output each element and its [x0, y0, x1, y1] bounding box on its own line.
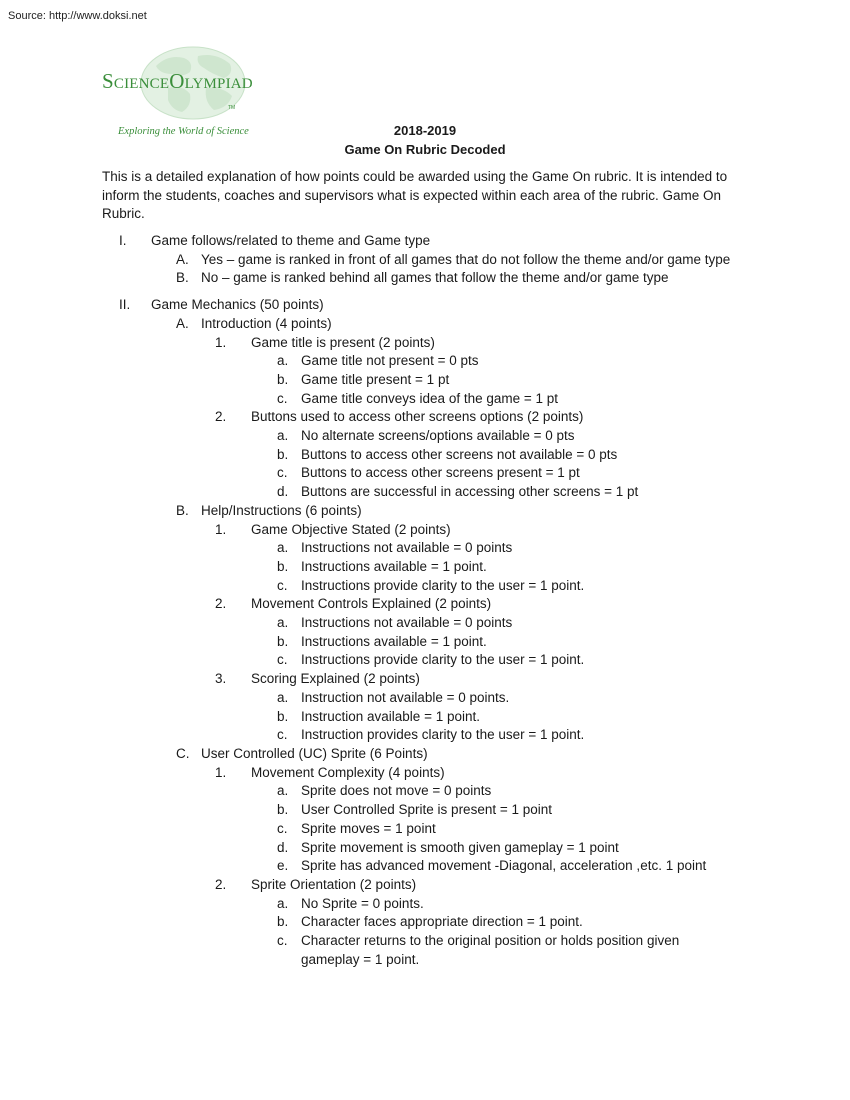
outline-text: Movement Controls Explained (2 points) — [251, 596, 492, 612]
outline-marker: b. — [277, 633, 289, 649]
outline-text: Sprite Orientation (2 points) — [251, 876, 417, 892]
outline-text: Game title present = 1 pt — [301, 371, 450, 387]
outline-criterion — [0, 876, 850, 895]
outline-section — [0, 232, 850, 251]
outline-text: Sprite moves = 1 point — [301, 820, 436, 836]
outline-text: Instructions available = 1 point. — [301, 633, 487, 649]
logo-tagline: Exploring the World of Science — [118, 126, 249, 137]
outline-text: Help/Instructions (6 points) — [201, 502, 362, 518]
outline-marker: c. — [277, 390, 288, 406]
outline-scoring-item — [0, 390, 850, 409]
outline-scoring-item — [0, 633, 850, 652]
outline-text: Game title is present (2 points) — [251, 334, 435, 350]
outline-marker: A. — [176, 315, 189, 331]
outline-text: Instruction provides clarity to the user = 1 point. — [301, 727, 585, 743]
outline-text: Scoring Explained (2 points) — [251, 671, 420, 687]
outline-scoring-item — [0, 483, 850, 502]
outline-marker: e. — [277, 858, 289, 874]
outline-text: No Sprite = 0 points. — [301, 895, 424, 911]
outline-scoring-item — [0, 708, 850, 727]
outline-scoring-item — [0, 932, 850, 969]
outline-text: Sprite movement is smooth given gameplay = 1 point — [301, 839, 619, 855]
outline-scoring-item — [0, 371, 850, 390]
outline-marker: a. — [277, 428, 289, 444]
outline-marker: c. — [277, 577, 288, 593]
outline-scoring-item — [0, 857, 850, 876]
outline-text: Game title conveys idea of the game = 1 pt — [301, 390, 559, 406]
outline-marker: b. — [277, 708, 289, 724]
outline-criterion — [0, 408, 850, 427]
outline-scoring-item — [0, 446, 850, 465]
outline-subsection — [0, 745, 850, 764]
outline-criterion — [0, 521, 850, 540]
outline-scoring-item — [0, 651, 850, 670]
outline-subsection — [0, 269, 850, 288]
outline-marker: 1. — [215, 334, 227, 350]
outline-marker: I. — [119, 233, 127, 248]
outline-criterion — [0, 334, 850, 353]
outline-scoring-item — [0, 427, 850, 446]
outline-text: User Controlled Sprite is present = 1 point — [301, 802, 553, 818]
outline-text: Instruction not available = 0 points. — [301, 689, 510, 705]
outline-text: Game title not present = 0 pts — [301, 353, 479, 369]
outline-scoring-item — [0, 895, 850, 914]
section-spacer — [0, 288, 850, 296]
outline-scoring-item — [0, 913, 850, 932]
outline-marker: c. — [277, 820, 288, 836]
outline-scoring-item — [0, 689, 850, 708]
outline-text: No alternate screens/options available = 0 pts — [301, 428, 575, 444]
outline-marker: a. — [277, 540, 289, 556]
outline-text: Yes – game is ranked in front of all games that do not follow the theme and/or game type — [201, 251, 731, 267]
outline-text: Introduction (4 points) — [201, 315, 332, 331]
outline-scoring-item — [0, 539, 850, 558]
outline-scoring-item — [0, 726, 850, 745]
outline-scoring-item — [0, 839, 850, 858]
outline-marker: a. — [277, 783, 289, 799]
outline-section — [0, 296, 850, 315]
outline-text: No – game is ranked behind all games that follow the theme and/or game type — [201, 270, 669, 286]
outline-scoring-item — [0, 558, 850, 577]
outline-text: User Controlled (UC) Sprite (6 Points) — [201, 745, 428, 761]
outline-subsection — [0, 315, 850, 334]
outline-marker: b. — [277, 914, 289, 930]
outline-marker: B. — [176, 502, 189, 518]
outline-criterion — [0, 764, 850, 783]
outline-subsection — [0, 251, 850, 270]
outline-marker: b. — [277, 802, 289, 818]
outline-scoring-item — [0, 782, 850, 801]
outline-scoring-item — [0, 352, 850, 371]
outline-marker: c. — [277, 933, 288, 949]
outline-text: Game follows/related to theme and Game type — [151, 233, 431, 248]
outline-marker: c. — [277, 652, 288, 668]
outline-marker: II. — [119, 297, 131, 313]
outline-text: Sprite has advanced movement -Diagonal, acceleration ,etc. 1 point — [301, 858, 707, 874]
outline-marker: 2. — [215, 876, 227, 892]
outline-text: Game Mechanics (50 points) — [151, 297, 324, 313]
outline-marker: b. — [277, 371, 289, 387]
document-title: Game On Rubric Decoded — [344, 142, 506, 157]
outline-scoring-item — [0, 614, 850, 633]
outline-marker: 1. — [215, 521, 227, 537]
source-line: Source: http://www.doksi.net — [8, 10, 147, 22]
outline-subsection — [0, 502, 850, 521]
outline-marker: A. — [176, 251, 189, 267]
outline-marker: a. — [277, 353, 289, 369]
outline-scoring-item — [0, 577, 850, 596]
outline-text: Character faces appropriate direction = 1 point. — [301, 914, 583, 930]
intro-paragraph: This is a detailed explanation of how points could be awarded using the Game On rubric. It is intended to inform the students, coaches and supervisors what is expected within each area of the rubric. Game On Rubric. — [102, 169, 728, 222]
outline-text: Instructions provide clarity to the user = 1 point. — [301, 577, 585, 593]
outline-marker: C. — [176, 745, 190, 761]
document-year: 2018-2019 — [393, 123, 457, 138]
outline-marker: 3. — [215, 671, 227, 687]
outline-text: Buttons to access other screens present = 1 pt — [301, 465, 580, 481]
outline-marker: a. — [277, 895, 289, 911]
outline-marker: d. — [277, 839, 289, 855]
outline-marker: b. — [277, 446, 289, 462]
outline-marker: 1. — [215, 764, 227, 780]
outline-marker: c. — [277, 465, 288, 481]
outline-criterion — [0, 670, 850, 689]
outline-text: Instructions available = 1 point. — [301, 558, 487, 574]
outline-text: Character returns to the original position or holds position given gameplay = 1 point. — [301, 933, 680, 967]
outline-text: Buttons used to access other screens options (2 points) — [251, 409, 584, 425]
outline-text: Buttons to access other screens not available = 0 pts — [301, 446, 618, 462]
outline-marker: d. — [277, 484, 289, 500]
outline-text: Instruction available = 1 point. — [301, 708, 480, 724]
outline-marker: 2. — [215, 596, 227, 612]
outline-scoring-item — [0, 820, 850, 839]
outline-marker: a. — [277, 689, 289, 705]
outline-text: Sprite does not move = 0 points — [301, 783, 492, 799]
outline-marker: b. — [277, 558, 289, 574]
outline-text: Instructions not available = 0 points — [301, 615, 513, 631]
outline-text: Buttons are successful in accessing other screens = 1 pt — [301, 484, 639, 500]
outline-text: Game Objective Stated (2 points) — [251, 521, 451, 537]
outline-marker: c. — [277, 727, 288, 743]
outline-marker: 2. — [215, 409, 227, 425]
outline-scoring-item — [0, 801, 850, 820]
outline-text: Instructions not available = 0 points — [301, 540, 513, 556]
outline-text: Movement Complexity (4 points) — [251, 764, 445, 780]
logo-wordmark: ScienceOlympiad — [102, 69, 253, 93]
outline-scoring-item — [0, 464, 850, 483]
rubric-outline — [0, 232, 850, 969]
outline-text: Instructions provide clarity to the user = 1 point. — [301, 652, 585, 668]
outline-marker: a. — [277, 615, 289, 631]
outline-marker: B. — [176, 270, 189, 286]
outline-criterion — [0, 595, 850, 614]
logo-trademark: TM — [228, 105, 236, 111]
